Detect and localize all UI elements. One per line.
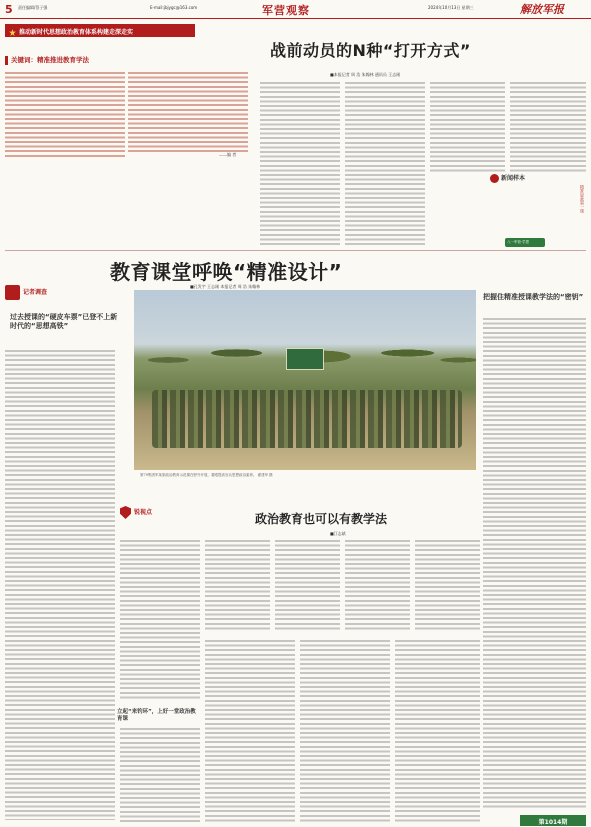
article-2-headline: 教育课堂呼唤“精准设计” xyxy=(110,260,343,284)
sidebar-body xyxy=(483,318,586,808)
commentary-col-1b xyxy=(120,728,200,823)
commentary-col-4 xyxy=(345,540,410,630)
commentary-col-6 xyxy=(205,640,295,823)
bar-icon xyxy=(5,56,8,65)
commentary-col-5 xyxy=(415,540,480,630)
article-1-col-2 xyxy=(345,82,425,247)
news-sample-tag xyxy=(490,173,525,183)
article-1-col-3 xyxy=(430,82,505,172)
star-icon xyxy=(9,29,16,36)
reporter-tag-label: 记者调查 xyxy=(23,289,48,296)
commentary-col-8 xyxy=(395,640,480,823)
training-photo xyxy=(134,290,476,470)
seated-soldiers xyxy=(152,390,462,448)
news-tag-label: 新闻样本 xyxy=(501,175,526,182)
commentary-col-7 xyxy=(300,640,390,823)
column-badge: 八一军营·学思 xyxy=(505,238,545,247)
article-1-headline: 战前动员的N种“打开方式” xyxy=(270,41,471,60)
commentary-col-2 xyxy=(205,540,270,630)
shield-icon xyxy=(120,506,131,519)
page-number: 5 xyxy=(5,3,13,16)
sidebar-headline: 把握住精准授课教学法的“密钥” xyxy=(483,293,584,301)
article-1-byline: ■本报记者 周 浩 朱翰林 通讯员 王志刚 xyxy=(330,72,401,77)
commentary-tag-label: 锐视点 xyxy=(134,509,153,516)
editor-note-signature: ——编 者 xyxy=(219,152,237,157)
issue-badge: 第1014期 xyxy=(520,815,586,826)
series-banner xyxy=(5,24,195,37)
editor-note-col-1 xyxy=(5,72,125,157)
newspaper-logo: 解放军报 xyxy=(520,3,564,16)
section-title: 军营观察 xyxy=(262,4,310,17)
reporter-column-headline: 过去授课的“硬皮车票”已登不上新时代的“思想高铁” xyxy=(10,313,118,330)
circle-icon xyxy=(490,174,499,183)
blackboard xyxy=(286,348,324,370)
commentary-col-1 xyxy=(120,540,200,700)
commentary-tag xyxy=(120,506,152,519)
divider xyxy=(5,250,586,251)
commentary-byline: ■江志斌 xyxy=(330,531,346,536)
article-2-byline: ■孔发宇 王志刚 本报记者 周 浩 朱翰林 xyxy=(190,284,261,289)
reporter-column-body xyxy=(5,350,115,820)
series-label: 精准思政第一课 xyxy=(580,185,585,213)
reporter-survey-tag xyxy=(5,285,47,300)
commentary-headline: 政治教育也可以有教学法 xyxy=(255,512,388,526)
email-address: E-mail:jbjygc@163.com xyxy=(150,5,198,10)
series-banner-text: 推动新时代思想政治教育体系构建走深走实 xyxy=(19,29,134,36)
photo-caption: 第79集团军某旅政治教育示范课在野外开展，着眼提高官兵思想政治素养。 翟建华 摄 xyxy=(140,473,273,477)
article-1-col-4 xyxy=(510,82,586,172)
keyword-text: 关键词：精准推进教育学法 xyxy=(11,56,89,64)
megaphone-icon xyxy=(5,285,20,300)
commentary-subheadline: 立起“来钓环”，上好一堂政治教育课 xyxy=(117,709,196,722)
editor-credit: 责任编辑/蔡子强 xyxy=(18,5,48,10)
masthead xyxy=(0,0,591,19)
keyword-banner xyxy=(5,55,155,67)
editor-note-col-2 xyxy=(128,72,248,152)
commentary-col-3 xyxy=(275,540,340,630)
article-1-col-1 xyxy=(260,82,340,247)
issue-date: 2024年10月13日 星期三 xyxy=(428,5,474,10)
